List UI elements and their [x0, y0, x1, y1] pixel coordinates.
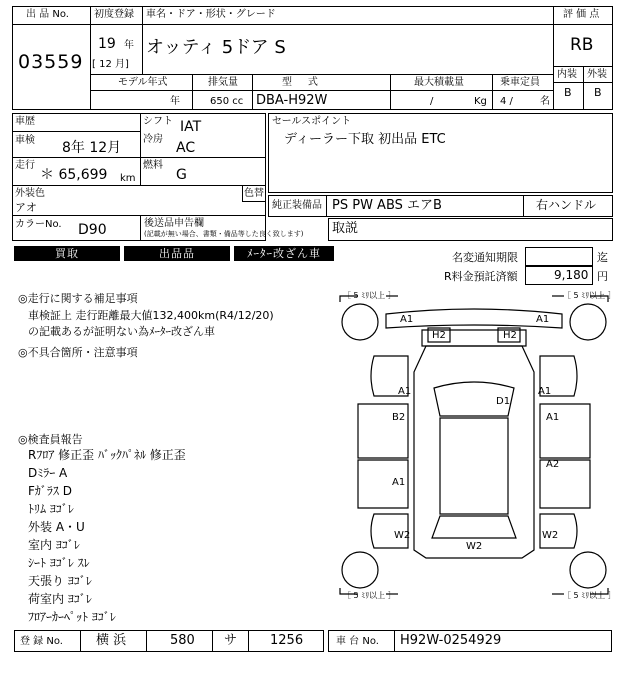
color-change-label: 色替 [244, 188, 264, 199]
mark-right-rear-wheel: W2 [542, 530, 559, 541]
tire-depth-front-left: ［ 5 ﾐﾘ以上 ］ [343, 291, 396, 300]
handle: 右ハンドル [536, 198, 597, 212]
reg-class: 580 [170, 633, 195, 648]
mark-headlight-right: H2 [503, 330, 517, 341]
inspector-line: ﾄﾘﾑ ﾖｺﾞﾚ [28, 502, 74, 516]
supplement-title: ◎走行に関する補足事項 [18, 292, 138, 305]
max-load-label: 最大積載量 [414, 77, 464, 88]
max-load-unit: Kg [474, 96, 487, 107]
capacity-unit: 名 [540, 96, 550, 107]
eval-score: RB [570, 35, 594, 55]
inspector-line: Rﾌﾛｱ 修正歪 ﾊﾞｯｸﾊﾟﾈﾙ 修正歪 [28, 448, 186, 462]
fuel: G [176, 167, 187, 183]
mark-front-right: A1 [536, 314, 550, 325]
eval-label: 評 価 点 [563, 9, 600, 20]
max-load: / [430, 96, 434, 107]
sales-point-label: セールスポイント [272, 116, 352, 127]
inspector-line: Dﾐﾗｰ A [28, 466, 68, 480]
mark-left-front-door: B2 [392, 412, 406, 423]
reg-region: 横 浜 [96, 633, 127, 648]
mark-rear-center: W2 [466, 541, 483, 552]
docs-note: (記載が無い場合、書類・備品等した良く致します) [144, 230, 304, 238]
lot-label: 出 品 No. [26, 9, 69, 20]
ext-color: アオ [15, 201, 37, 214]
mileage: ＊ 65,699 [40, 167, 108, 183]
supplement-line-2: の記載あるが証明ない為ﾒｰﾀｰ改ざん車 [28, 325, 215, 338]
shift-label: シフト [143, 116, 173, 127]
inspector-line: 外装 A・U [28, 520, 85, 534]
tire-depth-rear-right: ［ 5 ﾐﾘ以上 ］ [563, 591, 616, 600]
color-no-label: カラーNo. [15, 219, 62, 230]
equip: PS PW ABS エアB [332, 198, 442, 213]
inspector-line: 室内 ﾖｺﾞﾚ [28, 538, 80, 552]
mark-headlight-left: H2 [432, 330, 446, 341]
chassis-number: H92W-0254929 [400, 633, 502, 648]
mark-right-fender: A1 [538, 386, 552, 397]
equip-label: 純正装備品 [272, 200, 322, 211]
inspection: 8年 12月 [62, 140, 122, 156]
reg-number: 1256 [270, 633, 304, 648]
mark-roof: D1 [496, 396, 511, 407]
defects-title: ◎不具合箇所・注意事項 [18, 346, 138, 359]
capacity: 4 / [500, 96, 513, 107]
mark-right-front-door: A1 [546, 412, 560, 423]
reg-month: [ 12 月] [92, 59, 129, 70]
tire-depth-front-right: ［ 5 ﾐﾘ以上 ］ [563, 291, 616, 300]
mileage-unit: km [120, 173, 136, 184]
reg-label: 登 録 No. [20, 636, 63, 647]
docs-box [328, 218, 613, 241]
mark-left-rear-wheel: W2 [394, 530, 411, 541]
mark-left-rear-door: A1 [392, 477, 406, 488]
model-label: 型 式 [282, 77, 318, 88]
supplement-line-1: 車検証上 走行距離最大値132,400km(R4/12/20) [28, 309, 274, 322]
exterior-grade: B [594, 86, 602, 99]
recycle-unit: 円 [597, 270, 608, 283]
recycle-value: 9,180 [554, 268, 589, 282]
first-reg-label: 初度登録 [94, 9, 134, 20]
reg-year: 19 [98, 36, 116, 52]
ext-color-label: 外装色 [15, 188, 45, 199]
displacement-label: 排気量 [208, 77, 238, 88]
docs: 取説 [332, 221, 359, 236]
reg-year-unit: 年 [124, 40, 134, 51]
displacement: 650 cc [210, 96, 244, 107]
inspector-line: Fｶﾞﾗｽ D [28, 484, 72, 498]
model-year-unit: 年 [170, 96, 180, 107]
inspector-line: 天張り ﾖｺﾞﾚ [28, 574, 92, 588]
name-change-box [525, 247, 593, 266]
car-name: オッティ 5ドア S [146, 37, 286, 58]
mileage-label: 走行 [15, 160, 35, 171]
mark-left-fender: A1 [398, 386, 412, 397]
interior-label: 内装 [557, 69, 577, 80]
mark-right-rear-door: A2 [546, 459, 560, 470]
lot-number: 03559 [18, 51, 84, 73]
recycle-label: R料金預託済額 [444, 270, 518, 283]
model-code: DBA-H92W [256, 93, 328, 108]
mark-front-left: A1 [400, 314, 414, 325]
capacity-label: 乗車定員 [500, 77, 540, 88]
carname-label: 車名・ドア・形状・グレード [146, 9, 276, 20]
name-change-unit: 迄 [597, 251, 608, 264]
docs-label: 後送品申告欄 [144, 218, 204, 229]
exterior-label: 外装 [587, 69, 607, 80]
name-change-label: 名変通知期限 [452, 251, 518, 264]
inspector-line: ﾌﾛｱｰｶｰﾍﾟｯﾄ ﾖｺﾞﾚ [28, 610, 116, 624]
tag-meter-tampered: ﾒｰﾀｰ改ざん車 [234, 246, 334, 261]
reg-kana: サ [224, 633, 238, 648]
inspection-label: 車検 [15, 135, 35, 146]
inspector-line: ｼｰﾄ ﾖｺﾞﾚ ｽﾚ [28, 556, 90, 570]
color-no: D90 [78, 222, 107, 238]
sales-point: ディーラー下取 初出品 ETC [284, 132, 446, 147]
history-label: 車歴 [15, 116, 35, 127]
chassis-label: 車 台 No. [336, 636, 379, 647]
model-year-label: モデル年式 [118, 77, 168, 88]
inspector-line: 荷室内 ﾖｺﾞﾚ [28, 592, 92, 606]
interior-grade: B [564, 86, 572, 99]
tag-kaitori: 買取 [14, 246, 120, 261]
tag-shuppin: 出品品 [124, 246, 230, 261]
ac-label: 冷房 [143, 134, 163, 145]
ac: AC [176, 140, 196, 156]
shift: IAT [180, 119, 202, 135]
car-damage-diagram [338, 288, 612, 624]
tire-depth-rear-left: ［ 5 ﾐﾘ以上 ］ [343, 591, 396, 600]
fuel-label: 燃料 [143, 160, 163, 171]
inspector-title: ◎検査員報告 [18, 433, 83, 446]
